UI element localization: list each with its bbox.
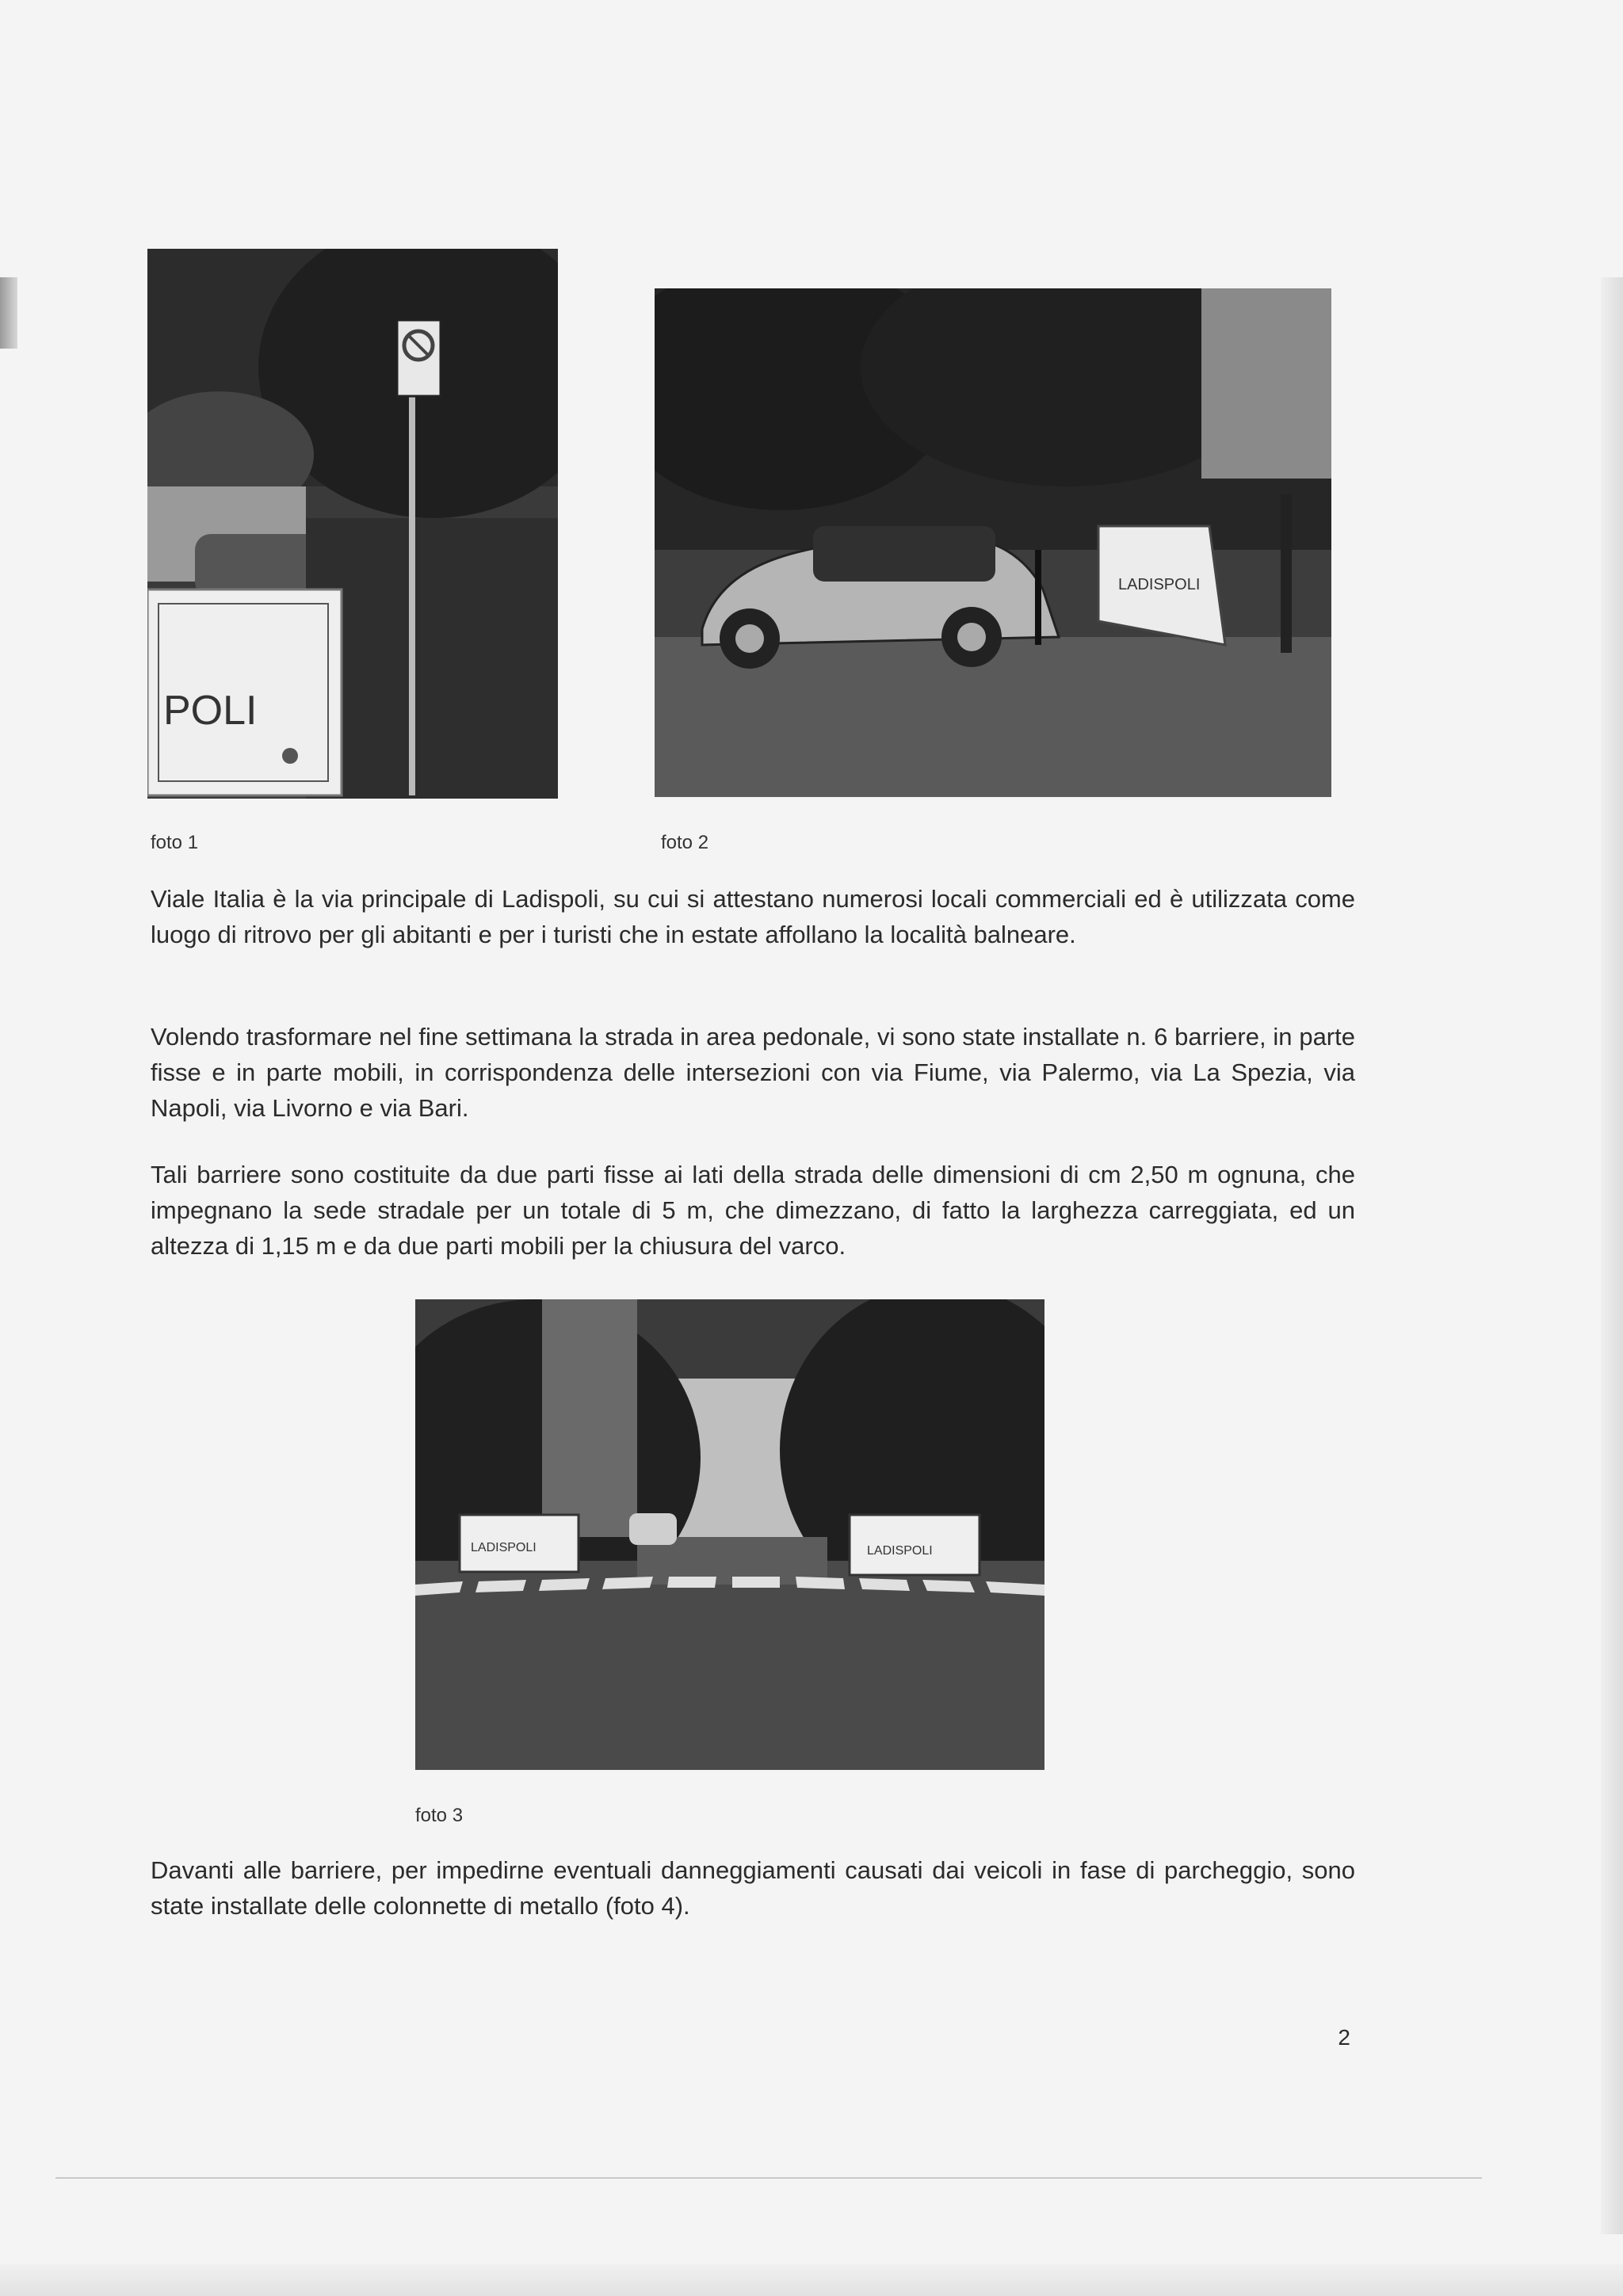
photo-1-sign-text: POLI: [163, 688, 258, 734]
paragraph-1: Viale Italia è la via principale di Ladispoli, su cui si attestano numerosi locali commerciali ed è utilizzata come luogo di ritrovo per gli abitanti e per i turisti che in estate affollano la località balneare.: [151, 885, 1355, 948]
scan-artifact-right: [1601, 277, 1623, 2234]
photo-2-image: [655, 288, 1331, 797]
page-number: 2: [1338, 2025, 1350, 2050]
photo-3-image: [415, 1299, 1044, 1770]
paragraph-4: Davanti alle barriere, per impedirne eventuali danneggiamenti causati dai veicoli in fase di parcheggio, sono state installate delle colonnette di metallo (foto 4).: [151, 1856, 1355, 1920]
photo-1-caption: foto 1: [151, 832, 199, 853]
photo-3-sign-left-text: LADISPOLI: [471, 1541, 537, 1554]
paragraph-2: Volendo trasformare nel fine settimana la strada in area pedonale, vi sono state installate n. 6 barriere, in parte fisse e in parte mobili, in corrispondenza delle intersezioni con via Fiume, via Palermo, via La Spezia, via Napoli, via Livorno e via Bari.: [151, 1023, 1355, 1122]
scan-artifact-line: [55, 2177, 1482, 2179]
scan-artifact-left: [0, 277, 17, 349]
photo-1: [147, 249, 558, 799]
photo-1-image: [147, 249, 558, 799]
paragraph-3: Tali barriere sono costituite da due parti fisse ai lati della strada delle dimensioni di cm 2,50 m ognuna, che impegnano la sede stradale per un totale di 5 m, che dimezzano, di fatto la larghezza carreggiata, ed un altezza di 1,15 m e da due parti mobili per la chiusura del varco.: [151, 1161, 1355, 1260]
photo-2-caption: foto 2: [661, 832, 709, 853]
photo-2-sign-text: LADISPOLI: [1118, 576, 1201, 593]
scan-artifact-bottom: [0, 2264, 1623, 2296]
photo-3-caption: foto 3: [415, 1805, 464, 1826]
photo-3-sign-right-text: LADISPOLI: [867, 1544, 933, 1558]
photo-2: [655, 288, 1331, 797]
photo-3: [415, 1299, 1044, 1770]
